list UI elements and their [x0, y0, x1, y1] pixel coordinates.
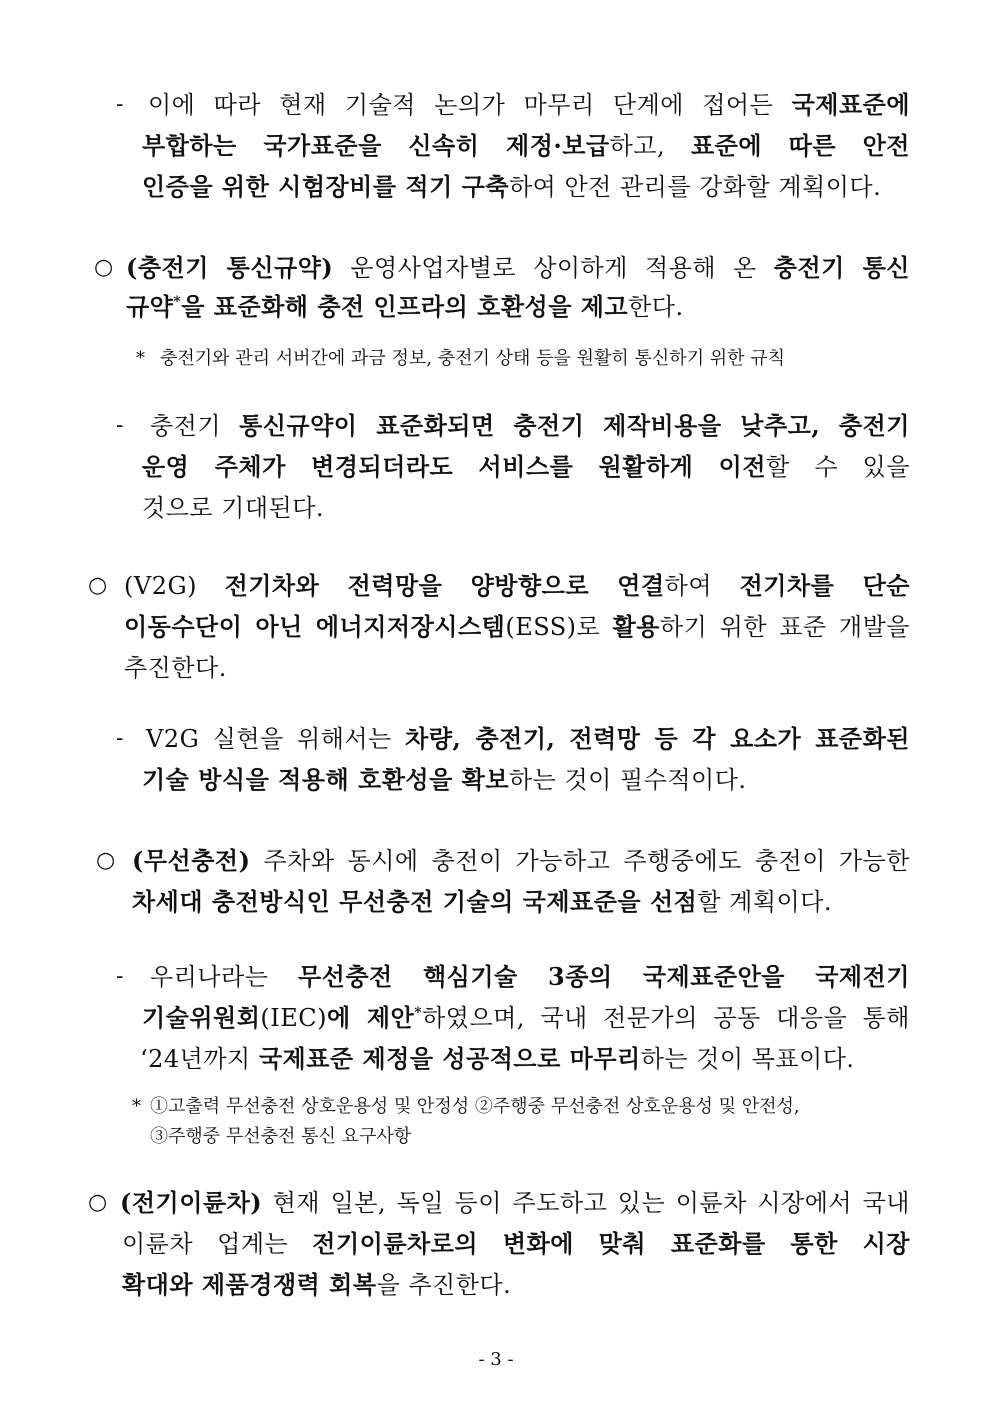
paragraph-line — [150, 411, 910, 441]
page-number: - 3 - — [478, 1349, 514, 1370]
paragraph-line — [140, 1044, 855, 1074]
text-run: 추진한다. — [124, 654, 227, 682]
text-run: (V2G) — [124, 572, 225, 600]
paragraph-line — [142, 452, 910, 482]
circle-bullet: ○ — [88, 1190, 108, 1215]
text-run: 하여 안전 관리를 강화할 계획이다. — [509, 173, 882, 201]
circle-bullet: ○ — [96, 848, 116, 873]
text-run: V2G 실현을 위해서는 — [146, 725, 406, 753]
paragraph-line — [124, 571, 910, 601]
text-run: (IEC) — [260, 1004, 328, 1032]
paragraph-line — [142, 765, 747, 795]
bold-text: 활용 — [612, 612, 660, 641]
text-run: 하여 — [664, 572, 740, 600]
circle-bullet: ○ — [94, 255, 114, 280]
paragraph-line — [142, 1003, 910, 1033]
paragraph-line — [142, 493, 324, 523]
text-run: 이륜차 업계는 — [122, 1230, 313, 1258]
circle-bullet: ○ — [88, 573, 108, 598]
paragraph-line — [122, 1229, 910, 1259]
footnote-text: 충전기와 관리 서버간에 과금 정보, 충전기 상태 등을 원활히 통신하기 위한 규칙 — [160, 348, 786, 369]
text-run: 할 수 있을 — [766, 453, 911, 481]
bold-text: 전기차를 단순 — [739, 571, 910, 600]
bold-text: (충전기 통신규약) — [126, 253, 334, 282]
paragraph-line — [142, 131, 910, 161]
text-run: 하는 것이 필수적이다. — [509, 766, 747, 794]
text-run: ‘24년까지 — [140, 1045, 259, 1073]
footnote-text: ①고출력 무선충전 상호운용성 및 안정성 ②주행중 무선충전 상호운용성 및 안전성, — [150, 1096, 800, 1117]
footnote-marker: * — [136, 348, 145, 369]
paragraph-line — [150, 962, 910, 992]
bold-text: 전기차와 전력망을 양방향으로 연결 — [224, 571, 665, 600]
bold-text: (전기이륜차) — [120, 1188, 263, 1217]
paragraph-line — [120, 1188, 910, 1218]
paragraph-line — [122, 1270, 511, 1300]
footnote-reference: * — [414, 1005, 423, 1021]
bold-text: 기술 방식을 적용해 호환성을 확보 — [142, 765, 509, 794]
paragraph-line — [124, 612, 910, 642]
bold-text: 국제표준 제정을 성공적으로 마무리 — [258, 1044, 641, 1073]
bold-text: 확대와 제품경쟁력 회복 — [122, 1270, 377, 1299]
paragraph-line — [148, 90, 910, 120]
bold-text: 이동수단이 아닌 에너지저장시스템 — [124, 612, 506, 641]
text-run: 운영사업자별로 상이하게 적용해 온 — [333, 254, 774, 282]
bold-text: 규약 — [126, 292, 174, 321]
paragraph-line — [124, 653, 227, 683]
bold-text: 전기이륜차로의 변화에 맞춰 표준화를 통한 시장 — [312, 1229, 910, 1258]
dash-marker: - — [116, 413, 124, 438]
dash-marker: - — [116, 964, 124, 989]
text-run: 주차와 동시에 충전이 가능하고 주행중에도 충전이 가능한 — [250, 847, 910, 875]
text-run: 우리나라는 — [150, 963, 298, 991]
footnote-reference: * — [173, 294, 182, 310]
footnote-text: ③주행중 무선충전 통신 요구사항 — [150, 1126, 412, 1147]
text-run: 충전기 — [150, 412, 240, 440]
bold-text: 무선충전 핵심기술 3종의 국제표준안을 국제전기 — [297, 962, 910, 991]
text-run: 하는 것이 목표이다. — [640, 1045, 855, 1073]
dash-marker: - — [116, 92, 124, 117]
bold-text: 을 표준화해 충전 인프라의 호환성을 제고 — [181, 292, 629, 321]
bold-text: 기술위원회 — [142, 1003, 261, 1032]
paragraph-line — [126, 253, 910, 283]
bold-text: 운영 주체가 변경되더라도 서비스를 원활하게 이전 — [142, 452, 767, 481]
paragraph-line — [142, 172, 881, 202]
text-run: 하고, — [609, 132, 691, 160]
footnote-marker: * — [132, 1096, 141, 1117]
text-run: 하기 위한 표준 개발을 — [659, 613, 910, 641]
bold-text: 충전기 통신 — [773, 253, 910, 282]
text-run: 것으로 기대된다. — [142, 494, 325, 522]
text-run: 현재 일본, 독일 등이 주도하고 있는 이륜차 시장에서 국내 — [262, 1189, 910, 1217]
text-run: 이에 따라 현재 기술적 논의가 마무리 단계에 접어든 — [148, 91, 792, 119]
text-run: 하였으며, 국내 전문가의 공동 대응을 통해 — [422, 1004, 910, 1032]
text-run: 을 추진한다. — [376, 1271, 512, 1299]
bold-text: 통신규약이 표준화되면 충전기 제작비용을 낮추고, 충전기 — [239, 411, 910, 440]
bold-text: 부합하는 국가표준을 신속히 제정·보급 — [142, 131, 610, 160]
bold-text: 표준에 따른 안전 — [690, 131, 910, 160]
dash-marker: - — [116, 726, 124, 751]
bold-text: 에 제안 — [327, 1003, 415, 1032]
bold-text: 인증을 위한 시험장비를 적기 구축 — [142, 172, 509, 201]
text-run: (ESS)로 — [505, 613, 613, 641]
paragraph-line — [132, 846, 910, 876]
bold-text: 차세대 충전방식인 무선충전 기술의 국제표준을 선점 — [132, 887, 698, 916]
bold-text: 차량, 충전기, 전력망 등 각 요소가 표준화된 — [405, 724, 910, 753]
bold-text: 국제표준에 — [791, 90, 910, 119]
bold-text: (무선충전) — [132, 846, 251, 875]
paragraph-line — [126, 292, 684, 322]
paragraph-line — [132, 887, 832, 917]
paragraph-line — [146, 724, 910, 754]
text-run: 한다. — [628, 293, 684, 321]
text-run: 할 계획이다. — [697, 888, 833, 916]
